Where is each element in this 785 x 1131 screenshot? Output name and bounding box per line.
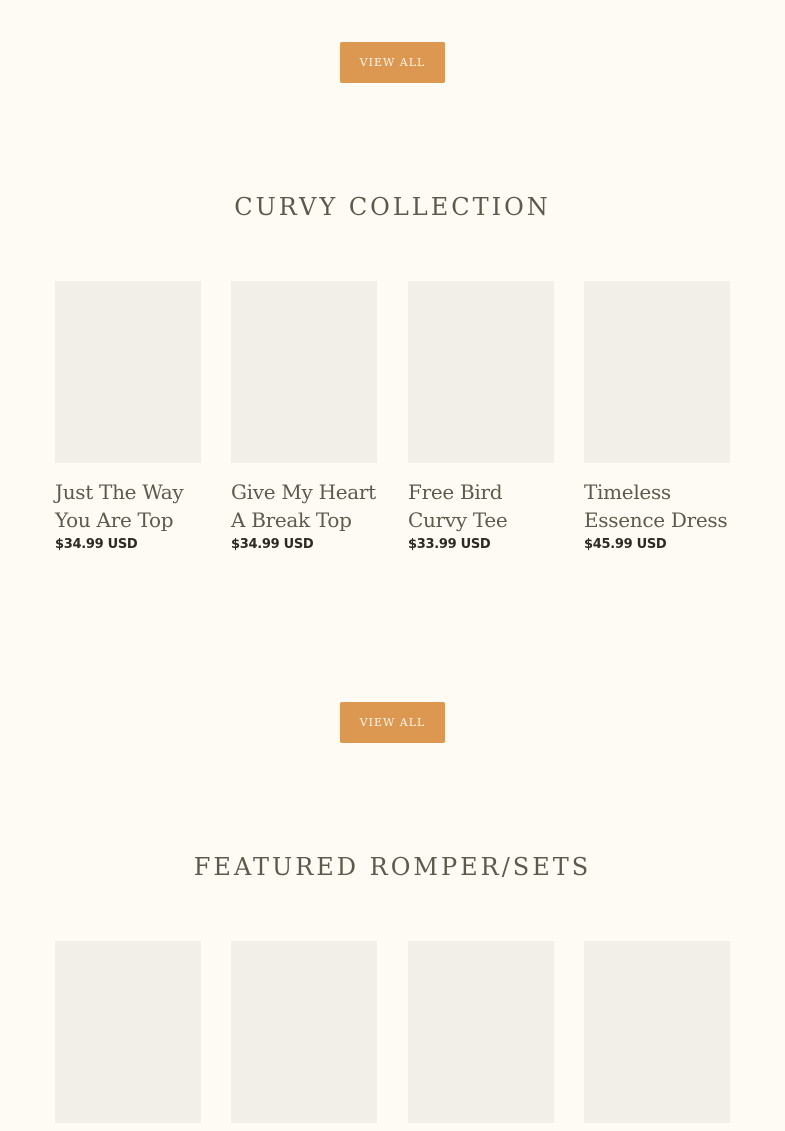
product-image[interactable]	[584, 941, 730, 1123]
product-price: $33.99 USD	[408, 537, 491, 552]
product-image[interactable]	[584, 281, 730, 463]
product-image[interactable]	[231, 941, 377, 1123]
product-price: $34.99 USD	[231, 537, 314, 552]
product-title[interactable]: Give My Heart A Break Top	[231, 480, 376, 532]
product-price: $45.99 USD	[584, 537, 667, 552]
product-card[interactable]	[231, 941, 378, 1123]
product-price: $34.99 USD	[55, 537, 138, 552]
product-image[interactable]	[55, 941, 201, 1123]
product-image[interactable]	[408, 941, 554, 1123]
view-all-button[interactable]: VIEW ALL	[340, 42, 445, 83]
product-card[interactable]	[408, 281, 555, 552]
product-card[interactable]	[55, 941, 202, 1123]
product-card[interactable]	[584, 281, 731, 552]
product-title[interactable]: Just The Way You Are Top	[55, 480, 184, 532]
product-title[interactable]: Free Bird Curvy Tee	[408, 480, 508, 532]
product-title[interactable]: Timeless Essence Dress	[584, 480, 728, 532]
product-card[interactable]	[584, 941, 731, 1123]
product-image[interactable]	[55, 281, 201, 463]
product-image[interactable]	[408, 281, 554, 463]
product-card[interactable]	[55, 281, 202, 552]
product-card[interactable]	[231, 281, 378, 552]
curvy-view-all-button[interactable]: VIEW ALL	[340, 702, 445, 743]
product-card[interactable]	[408, 941, 555, 1123]
section-title-curvy-collection: CURVY COLLECTION	[234, 193, 551, 221]
product-image[interactable]	[231, 281, 377, 463]
section-title-featured-rompers: FEATURED ROMPER/SETS	[193, 853, 592, 881]
